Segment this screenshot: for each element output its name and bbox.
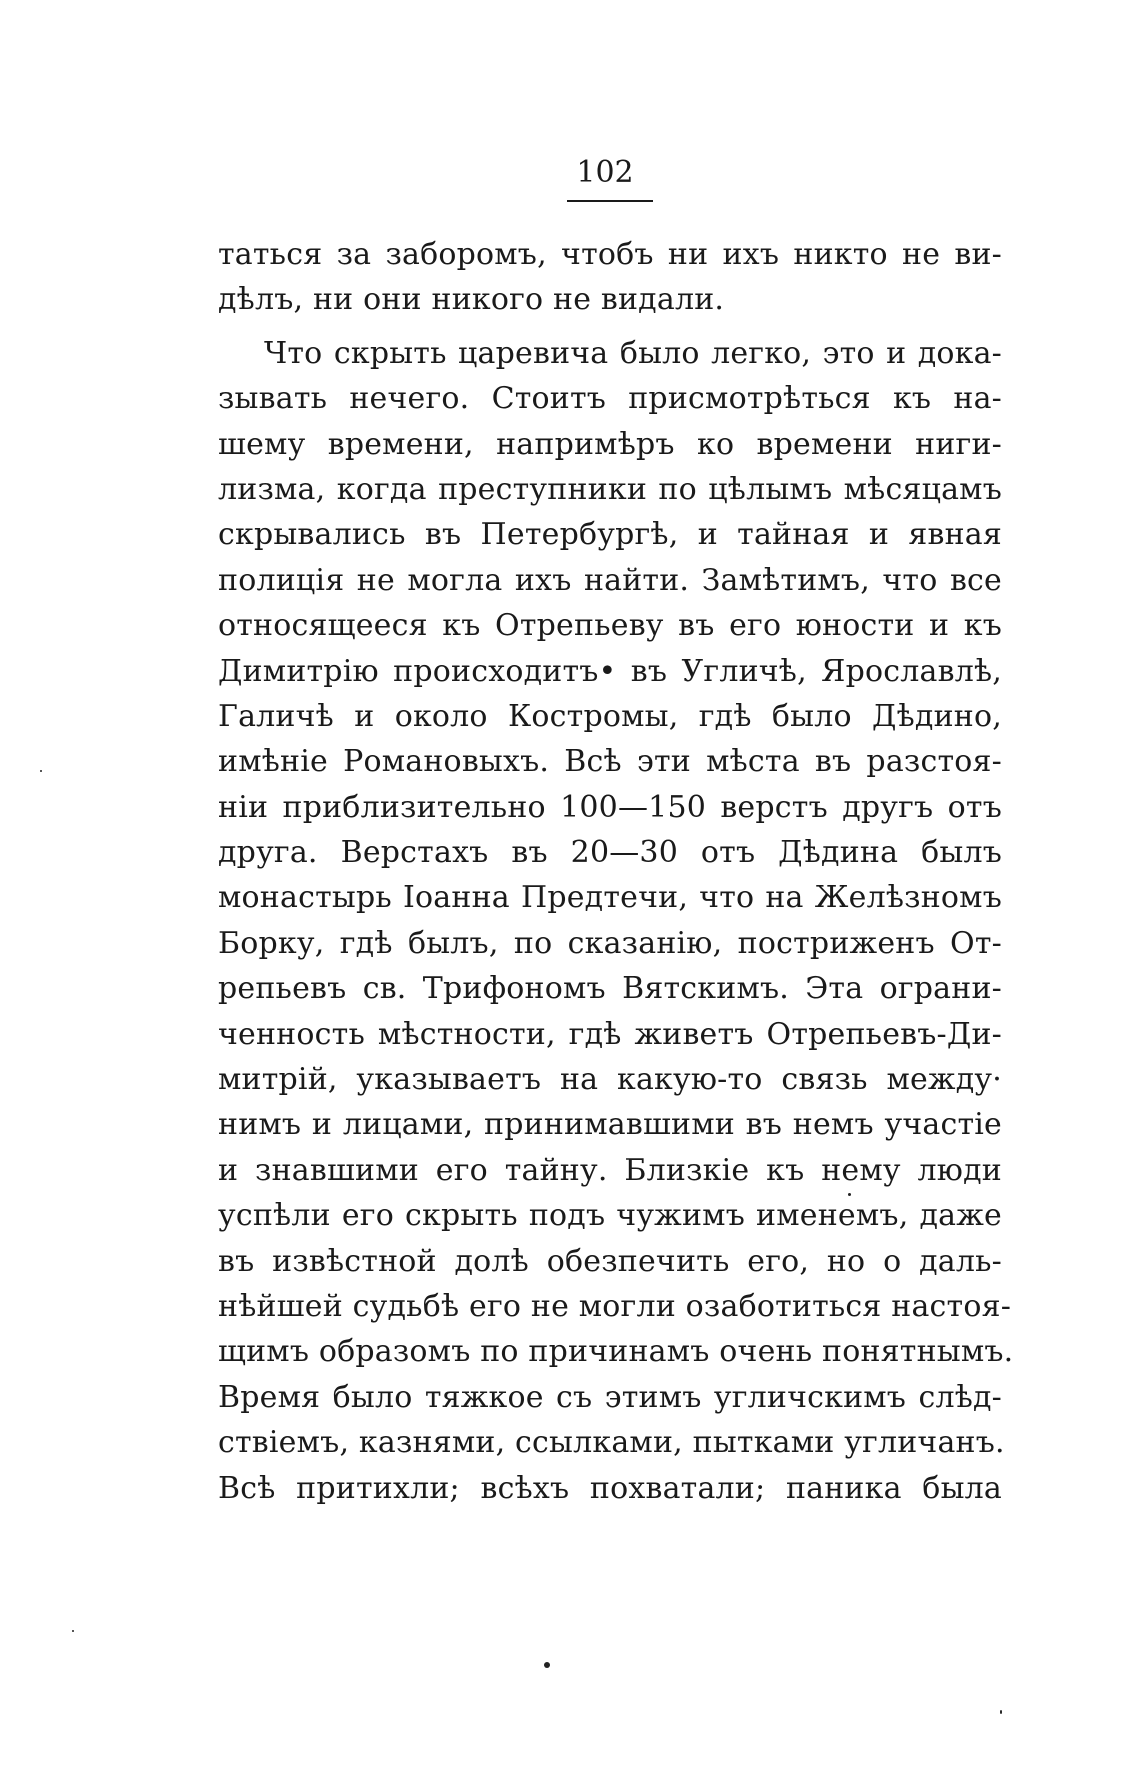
text-line: и знавшими его тайну. Близкіе къ нему люди	[218, 1152, 1002, 1188]
text-line: Галичѣ и около Костромы, гдѣ было Дѣдино,	[218, 698, 1002, 734]
page-number: 102	[576, 155, 634, 190]
text-line: полиція не могла ихъ найти. Замѣтимъ, что все	[218, 562, 1002, 598]
text-line: скрывались въ Петербургѣ, и тайная и явная	[218, 517, 1002, 553]
scan-speck	[848, 1193, 851, 1196]
text-line: Всѣ притихли; всѣхъ похватали; паника была	[218, 1470, 1002, 1506]
paragraph	[218, 232, 1002, 323]
text-line: Димитрію происходитъ• въ Угличѣ, Ярославлѣ,	[218, 653, 1002, 689]
text-line: дѣлъ, ни они никого не видали.	[218, 282, 725, 318]
text-line: въ извѣстной долѣ обезпечить его, но о даль-	[218, 1243, 1002, 1279]
scan-speck	[40, 770, 42, 772]
text-line: ніи приблизительно 100—150 верстъ другъ отъ	[218, 789, 1002, 825]
text-line: Что скрыть царевича было легко, это и дока-	[264, 335, 1002, 371]
text-line: шему времени, напримѣръ ко времени ниги-	[218, 426, 1002, 462]
text-line: щимъ образомъ по причинамъ очень понятнымъ.	[218, 1334, 1014, 1370]
text-line: относящееся къ Отрепьеву въ его юности и къ	[218, 608, 1002, 644]
text-line: нимъ и лицами, принимавшими въ немъ участіе	[218, 1107, 1002, 1143]
text-line: лизма, когда преступники по цѣлымъ мѣсяцамъ	[218, 471, 1002, 507]
text-line: Время было тяжкое съ этимъ угличскимъ слѣд-	[218, 1379, 1002, 1415]
text-line: репьевъ св. Трифономъ Вятскимъ. Эта ограни-	[218, 971, 1002, 1007]
text-line: таться за заборомъ, чтобъ ни ихъ никто не ви-	[218, 237, 1002, 272]
page-number-rule	[567, 200, 653, 202]
text-line: зывать нечего. Стоитъ присмотрѣться къ на-	[218, 381, 1002, 417]
text-line: ствіемъ, казнями, ссылками, пытками угличанъ.	[218, 1425, 1005, 1461]
text-line: Борку, гдѣ былъ, по сказанію, постриженъ От-	[218, 925, 1002, 961]
text-line: ченность мѣстности, гдѣ живетъ Отрепьевъ-Ди-	[218, 1016, 1002, 1052]
paragraph-gap	[218, 323, 1002, 331]
text-line: имѣніе Романовыхъ. Всѣ эти мѣста въ разстоя-	[218, 744, 1002, 780]
paragraph	[218, 331, 1014, 1511]
text-line: митрій, указываетъ на какую-то связь между·	[218, 1062, 1002, 1098]
text-line: монастырь Іоанна Предтечи, что на Желѣзномъ	[218, 880, 1002, 916]
body-text	[218, 232, 1014, 1511]
text-line: успѣли его скрыть подъ чужимъ именемъ, даже	[218, 1198, 1002, 1234]
text-line: нѣйшей судьбѣ его не могли озаботиться настоя-	[218, 1288, 1012, 1324]
scan-speck	[544, 1662, 550, 1668]
scan-speck	[72, 1630, 74, 1632]
text-line: друга. Верстахъ въ 20—30 отъ Дѣдина былъ	[218, 835, 1002, 871]
scan-speck	[1000, 1710, 1002, 1714]
